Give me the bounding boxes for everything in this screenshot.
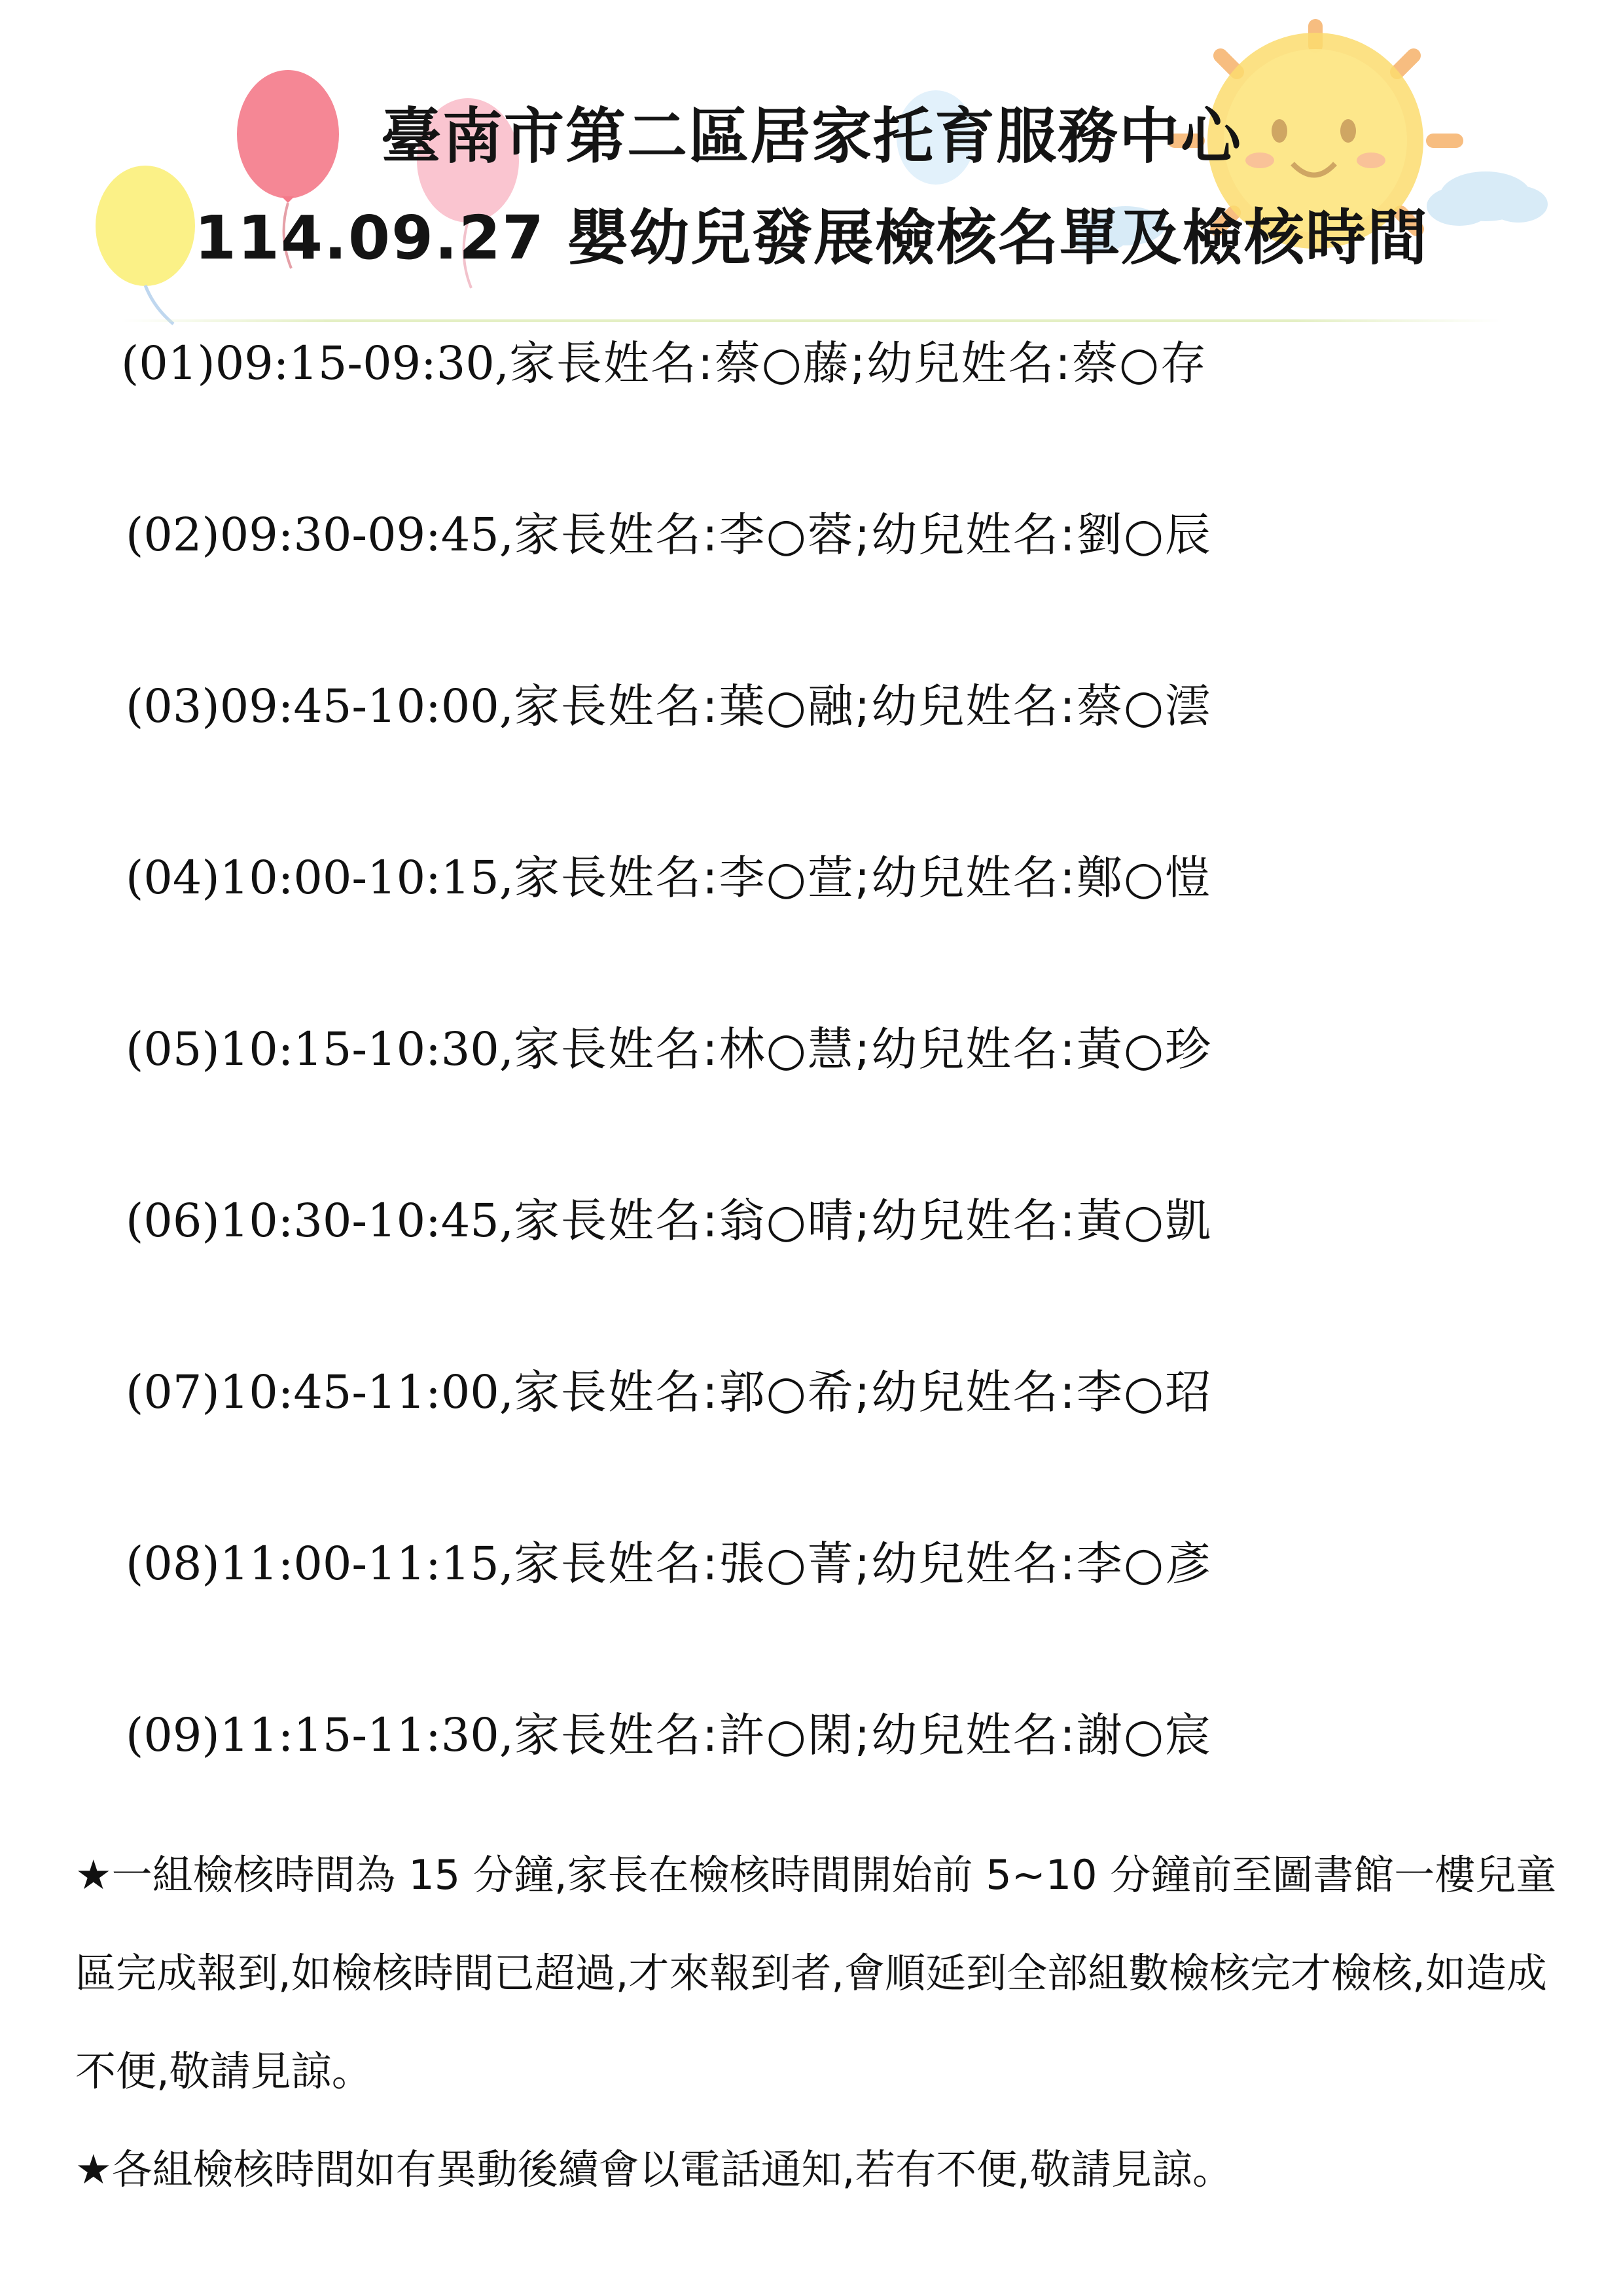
entry-names: 家長姓名:李○萱;幼兒姓名:鄭○愷 — [514, 851, 1212, 905]
entry-names: 家長姓名:張○菁;幼兒姓名:李○彥 — [514, 1537, 1212, 1590]
header-divider — [121, 319, 1502, 322]
entry-time: (04)10:00-10:15, — [126, 851, 514, 905]
entry-time: (09)11:15-11:30, — [126, 1708, 514, 1762]
entry-names: 家長姓名:蔡○藤;幼兒姓名:蔡○存 — [509, 336, 1207, 390]
page-subtitle: 114.09.27 嬰幼兒發展檢核名單及檢核時間 — [194, 203, 1429, 273]
entry-time: (08)11:00-11:15, — [126, 1537, 514, 1590]
entry-names: 家長姓名:林○慧;幼兒姓名:黃○珍 — [514, 1022, 1212, 1076]
note-paragraph: ★各組檢核時間如有異動後續會以電話通知,若有不便,敬請見諒。 — [75, 2145, 1233, 2193]
schedule-entry — [126, 1534, 1212, 1593]
schedule-entry — [126, 1363, 1212, 1422]
schedule-entry — [121, 334, 1207, 393]
entry-time: (06)10:30-10:45, — [126, 1194, 514, 1247]
schedule-entry — [126, 505, 1212, 564]
page-title: 臺南市第二區居家托育服務中心 — [380, 101, 1242, 171]
entry-names: 家長姓名:李○蓉;幼兒姓名:劉○辰 — [514, 508, 1212, 562]
entry-names: 家長姓名:翁○晴;幼兒姓名:黃○凱 — [514, 1194, 1212, 1247]
schedule-entry — [126, 848, 1212, 907]
schedule-entry — [126, 677, 1212, 736]
entry-names: 家長姓名:郭○希;幼兒姓名:李○玿 — [514, 1365, 1212, 1419]
schedule-entry — [126, 1191, 1212, 1250]
entry-time: (07)10:45-11:00, — [126, 1365, 514, 1419]
entry-time: (02)09:30-09:45, — [126, 508, 514, 562]
schedule-entry — [126, 1706, 1212, 1765]
entry-names: 家長姓名:葉○融;幼兒姓名:蔡○澐 — [514, 679, 1212, 733]
schedule-entry — [126, 1020, 1212, 1079]
entry-names: 家長姓名:許○閑;幼兒姓名:謝○宸 — [514, 1708, 1212, 1762]
entry-time: (03)09:45-10:00, — [126, 679, 514, 733]
note-paragraph: ★一組檢核時間為 15 分鐘,家長在檢核時間開始前 5~10 分鐘前至圖書館一樓兒童區完成報到,如檢核時間已超過,才來報到者,會順延到全部組數檢核完才檢核,如造成不便,敬請見諒。 — [75, 1851, 1557, 2095]
entry-time: (05)10:15-10:30, — [126, 1022, 514, 1076]
entry-time: (01)09:15-09:30, — [121, 336, 510, 390]
